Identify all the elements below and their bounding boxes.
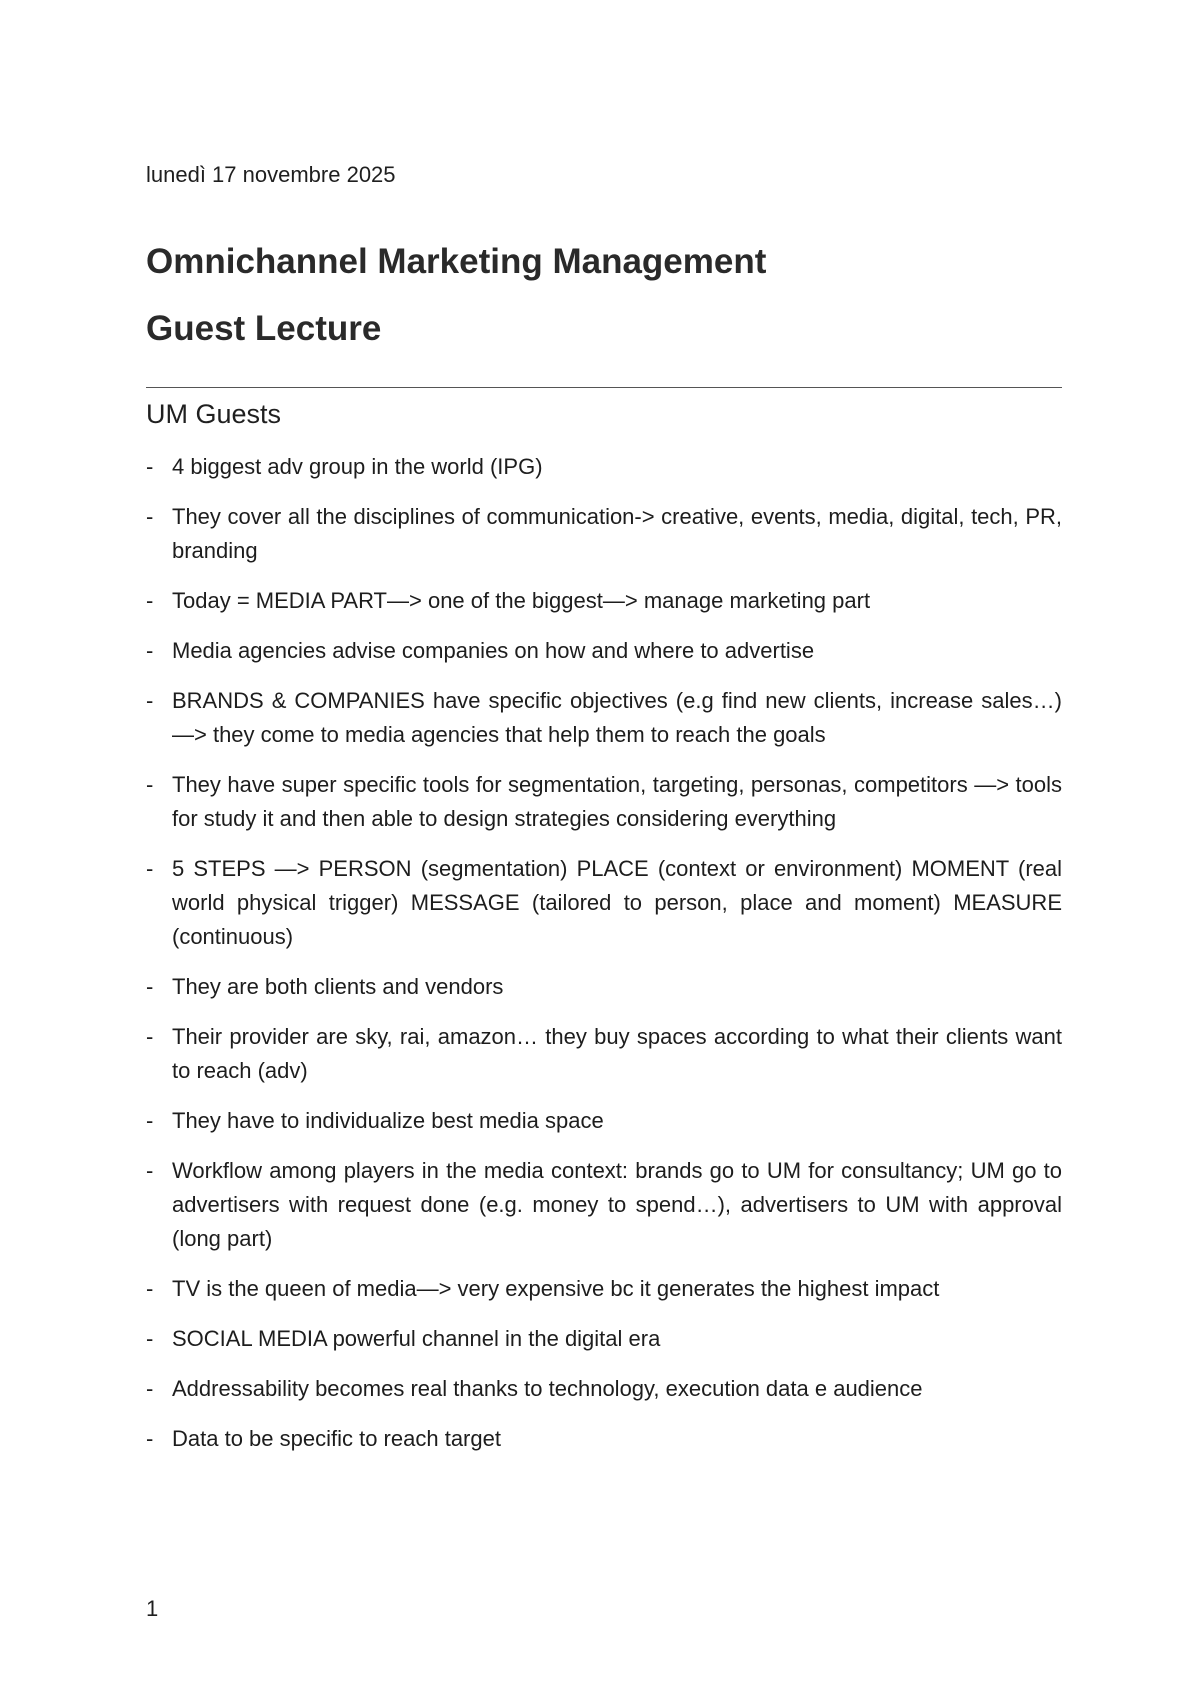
document-date: lunedì 17 novembre 2025 (146, 162, 396, 187)
bullet-dash: - (146, 1024, 154, 1049)
bullet-dash: - (146, 504, 154, 529)
document-title: Omnichannel Marketing Management (146, 242, 767, 281)
list-item-text: Their provider are sky, rai, amazon… they buy spaces according to what their clients want to reach (adv) (172, 1024, 1062, 1083)
list-item-text: They cover all the disciplines of communication-> creative, events, media, digital, tech, PR, branding (172, 504, 1062, 563)
list-item (146, 852, 1062, 954)
section-heading: UM Guests (146, 399, 282, 429)
list-item-text: SOCIAL MEDIA powerful channel in the digital era (172, 1326, 661, 1351)
bullet-dash: - (146, 772, 154, 797)
list-item-text: Data to be specific to reach target (172, 1426, 501, 1451)
bullet-dash: - (146, 856, 154, 881)
document-page (146, 0, 1062, 1696)
list-item (146, 500, 1062, 568)
list-item (146, 1020, 1062, 1088)
list-item (146, 970, 1062, 1004)
list-item-text: They are both clients and vendors (172, 974, 504, 999)
list-item (146, 584, 1062, 618)
bullet-dash: - (146, 688, 154, 713)
list-item (146, 1372, 1062, 1406)
bullet-dash: - (146, 1276, 154, 1301)
list-item (146, 684, 1062, 752)
list-item-text: BRANDS & COMPANIES have specific objectives (e.g find new clients, increase sales…)—> they come to media agencies that help them to reach the goals (172, 688, 1062, 747)
bullet-list (146, 450, 1062, 1472)
list-item-text: TV is the queen of media—> very expensive bc it generates the highest impact (172, 1276, 940, 1301)
bullet-dash: - (146, 1426, 154, 1451)
bullet-dash: - (146, 588, 154, 613)
list-item (146, 450, 1062, 484)
list-item-text: 5 STEPS —> PERSON (segmentation) PLACE (context or environment) MOMENT (real world physical trigger) MESSAGE (tailored to person, place and moment) MEASURE (continuous) (172, 856, 1062, 949)
document-subtitle: Guest Lecture (146, 309, 382, 348)
list-item (146, 1272, 1062, 1306)
bullet-dash: - (146, 454, 154, 479)
bullet-dash: - (146, 974, 154, 999)
list-item-text: Addressability becomes real thanks to technology, execution data e audience (172, 1376, 923, 1401)
page-number: 1 (146, 1596, 159, 1621)
list-item-text: They have to individualize best media space (172, 1108, 604, 1133)
bullet-dash: - (146, 1158, 154, 1183)
list-item (146, 1322, 1062, 1356)
list-item-text: 4 biggest adv group in the world (IPG) (172, 454, 543, 479)
list-item-text: Today = MEDIA PART—> one of the biggest—> manage marketing part (172, 588, 871, 613)
list-item (146, 634, 1062, 668)
bullet-dash: - (146, 1108, 154, 1133)
list-item-text: Workflow among players in the media context: brands go to UM for consultancy; UM go to advertisers with request done (e.g. money to spend…), advertisers to UM with approval (long part) (172, 1158, 1062, 1251)
list-item (146, 1154, 1062, 1256)
list-item (146, 1104, 1062, 1138)
list-item-text: They have super specific tools for segmentation, targeting, personas, competitors —> tools for study it and then able to design strategies considering everything (172, 772, 1062, 831)
list-item (146, 768, 1062, 836)
list-item-text: Media agencies advise companies on how and where to advertise (172, 638, 815, 663)
list-item (146, 1422, 1062, 1456)
bullet-dash: - (146, 638, 154, 663)
bullet-dash: - (146, 1376, 154, 1401)
horizontal-divider (146, 387, 1062, 388)
bullet-dash: - (146, 1326, 154, 1351)
